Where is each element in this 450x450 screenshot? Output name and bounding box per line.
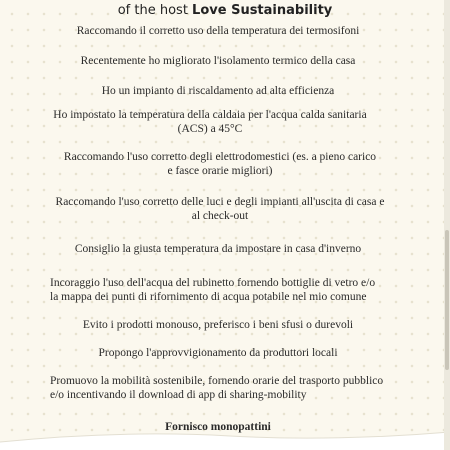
practice-item-heating-system: Ho un impianto di riscaldamento ad alta efficienza: [101, 85, 335, 97]
practice-item-insulation: Recentemente ho migliorato l'isolamento termico della casa: [80, 55, 356, 67]
practice-item-radiators: Raccomando il corretto uso della temperatura dei termosifoni: [76, 25, 360, 37]
scrollbar-track[interactable]: [444, 0, 450, 450]
scrollbar-thumb[interactable]: [445, 230, 449, 370]
practice-item-appliances: Raccomando l'uso corretto degli elettrodomestici (es. a pieno carico e fasce orarie migliori): [63, 151, 377, 177]
bottom-wave-decoration: [0, 428, 450, 450]
host-heading: [0, 0, 450, 22]
practice-item-winter-temperature: Consiglio la giusta temperatura da impostare in casa d'inverno: [74, 243, 362, 255]
host-name: Love Sustainability: [192, 3, 333, 18]
practice-item-tap-water: Incoraggio l'uso dell'acqua del rubinetto fornendo bottiglie di vetro e/o la mappa dei punti di rifornimento di acqua potabile nel mio comune: [50, 277, 376, 303]
practice-item-lights: Raccomando l'uso corretto delle luci e degli impianti all'uscita di casa e al check-out: [55, 196, 385, 222]
host-heading-prefix: of the host: [117, 3, 193, 18]
practice-item-boiler-temperature: Ho impostato la temperatura della caldaia per l'acqua calda sanitaria (ACS) a 45°C: [53, 109, 367, 135]
practice-item-single-use: Evito i prodotti monouso, preferisco i beni sfusi o durevoli: [82, 319, 354, 331]
practice-item-scooters: Fornisco monopattini: [165, 421, 271, 433]
practice-item-local-producers: Propongo l'approvvigionamento da produttori locali: [98, 347, 338, 359]
practice-item-mobility: Promuovo la mobilità sostenibile, fornendo orarie del trasporto pubblico e/o incentivando il download di app di sharing-mobility: [50, 375, 384, 401]
